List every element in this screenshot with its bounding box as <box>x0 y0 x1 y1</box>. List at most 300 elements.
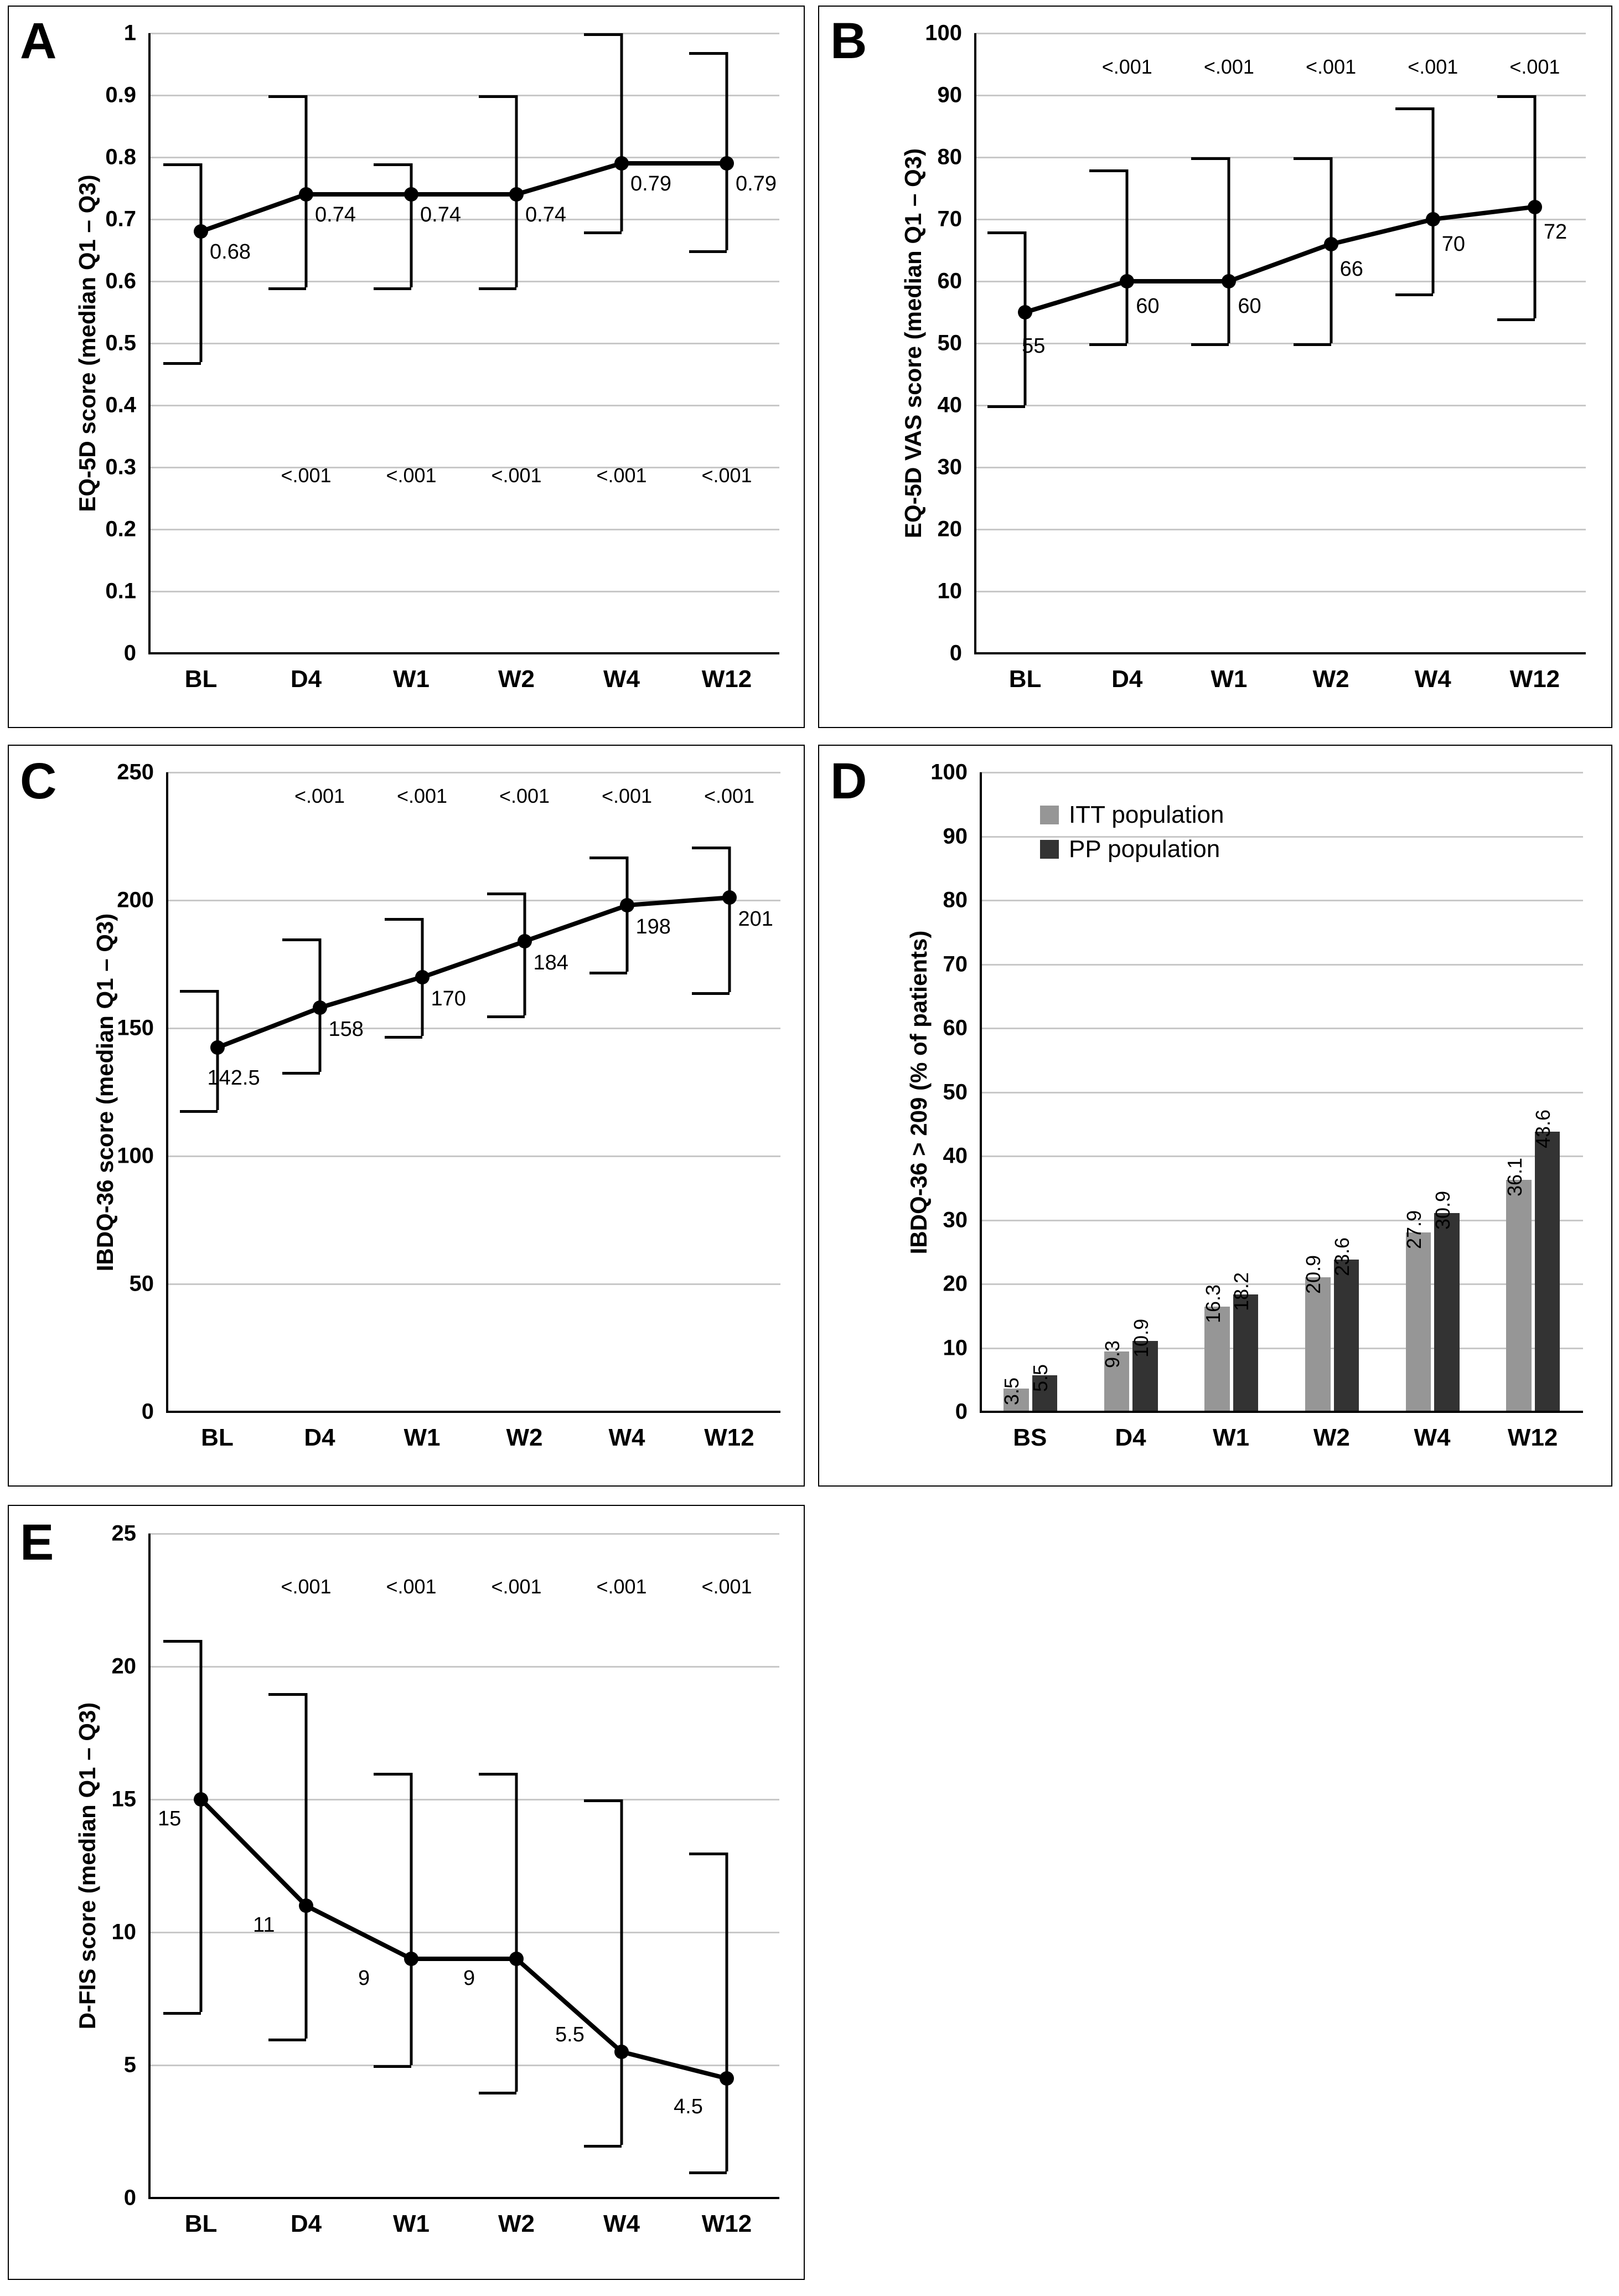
x-axis-tick-e-1: D4 <box>290 2210 322 2237</box>
data-point-marker <box>1426 212 1440 226</box>
bar-pp-W1 <box>1233 1294 1258 1411</box>
error-bar <box>200 163 203 362</box>
x-axis-tick-b-3: W2 <box>1312 665 1349 693</box>
gridline <box>148 467 779 468</box>
x-axis-tick-c-5: W12 <box>704 1424 754 1451</box>
y-axis-tick-e-3: 15 <box>111 1787 136 1812</box>
data-point-marker <box>210 1040 225 1055</box>
pvalue-label: <.001 <box>1203 55 1254 78</box>
error-bar-cap-upper <box>1089 169 1127 172</box>
data-point-marker <box>404 187 418 202</box>
x-axis-tick-b-0: BL <box>1008 665 1042 693</box>
bar-value-label: 30.9 <box>1431 1191 1454 1230</box>
gridline <box>148 95 779 96</box>
y-axis-tick-e-5: 25 <box>111 1521 136 1546</box>
error-bar-cap-lower <box>987 405 1025 408</box>
error-bar-cap-upper <box>163 1640 201 1643</box>
y-axis-line <box>974 33 976 653</box>
x-axis-line <box>166 1411 780 1413</box>
y-axis-label-d: IBDQ-36 > 209 (% of patients) <box>906 930 932 1254</box>
plot-area-e <box>148 1534 779 2198</box>
gridline <box>148 1799 779 1800</box>
bar-pp-W12 <box>1535 1132 1560 1411</box>
line-segment <box>411 192 516 197</box>
y-axis-tick-b-3: 30 <box>937 455 962 479</box>
y-axis-tick-a-10: 1 <box>123 20 136 45</box>
x-axis-tick-a-5: W12 <box>701 665 752 693</box>
pvalue-label: <.001 <box>281 1575 332 1598</box>
gridline <box>148 281 779 282</box>
data-point-marker <box>299 1898 313 1913</box>
gridline <box>980 1092 1583 1093</box>
error-bar-cap-upper <box>1497 95 1535 98</box>
gridline <box>148 157 779 158</box>
gridline <box>148 591 779 592</box>
gridline <box>148 529 779 530</box>
pvalue-label: <.001 <box>1306 55 1357 78</box>
line-segment <box>200 192 307 234</box>
x-axis-tick-a-4: W4 <box>603 665 640 693</box>
line-segment <box>1331 217 1434 246</box>
data-point-marker <box>509 187 524 202</box>
bar-value-label: 18.2 <box>1230 1272 1253 1311</box>
bar-value-label: 20.9 <box>1302 1255 1325 1294</box>
gridline <box>148 405 779 406</box>
pvalue-label: <.001 <box>491 1575 542 1598</box>
panel-letter-d: D <box>830 753 867 809</box>
data-value-label: 9 <box>358 1967 370 1990</box>
y-axis-tick-e-1: 5 <box>123 2052 136 2077</box>
data-value-label: 9 <box>463 1967 475 1990</box>
data-value-label: 4.5 <box>674 2095 703 2118</box>
data-point-marker <box>614 2045 629 2059</box>
y-axis-label-c: IBDQ-36 score (median Q1 – Q3) <box>92 913 118 1271</box>
error-bar-cap-lower <box>479 2092 516 2094</box>
pvalue-label: <.001 <box>491 464 542 487</box>
error-bar-cap-upper <box>374 163 411 166</box>
error-bar-cap-upper <box>163 163 201 166</box>
x-axis-tick-b-1: D4 <box>1111 665 1143 693</box>
data-value-label: 72 <box>1543 220 1568 244</box>
y-axis-tick-a-5: 0.5 <box>105 331 136 355</box>
gridline <box>974 95 1586 96</box>
error-bar <box>726 52 728 250</box>
error-bar-cap-lower <box>268 2039 306 2041</box>
line-segment <box>627 895 730 907</box>
y-axis-tick-b-7: 70 <box>937 207 962 231</box>
data-value-label: 70 <box>1441 233 1466 256</box>
error-bar-cap-lower <box>374 2065 411 2068</box>
gridline <box>974 529 1586 530</box>
bar-itt-W2 <box>1305 1277 1330 1411</box>
line-segment <box>411 1957 516 1961</box>
line-segment <box>421 939 525 979</box>
gridline <box>980 1283 1583 1285</box>
x-axis-tick-b-4: W4 <box>1414 665 1451 693</box>
x-axis-line <box>980 1411 1583 1413</box>
error-bar <box>620 33 623 231</box>
data-value-label: 0.79 <box>736 172 777 196</box>
plot-area-d <box>980 772 1583 1412</box>
x-axis-tick-b-2: W1 <box>1211 665 1248 693</box>
error-bar-cap-lower <box>374 287 411 290</box>
bar-value-label: 9.3 <box>1101 1340 1124 1368</box>
data-point-marker <box>299 187 313 202</box>
data-value-label: 11 <box>253 1913 275 1937</box>
gridline <box>974 343 1586 344</box>
gridline <box>980 900 1583 901</box>
pvalue-label: <.001 <box>499 785 550 807</box>
error-bar-cap-upper <box>689 1853 727 1855</box>
pvalue-label: <.001 <box>281 464 332 487</box>
x-axis-tick-c-2: W1 <box>404 1424 441 1451</box>
y-axis-tick-a-2: 0.2 <box>105 517 136 541</box>
error-bar <box>523 892 526 1015</box>
gridline <box>974 591 1586 592</box>
x-axis-tick-a-3: W2 <box>498 665 535 693</box>
y-axis-line <box>148 1534 151 2198</box>
data-value-label: 0.79 <box>630 172 671 196</box>
bar-value-label: 5.5 <box>1028 1364 1052 1392</box>
y-axis-tick-b-4: 40 <box>937 393 962 417</box>
error-bar-cap-lower <box>1497 318 1535 321</box>
data-value-label: 142.5 <box>207 1066 260 1090</box>
legend-item-1 <box>1040 835 1220 863</box>
y-axis-tick-d-8: 80 <box>943 888 968 912</box>
error-bar-cap-lower <box>268 287 306 290</box>
error-bar-cap-lower <box>589 972 627 974</box>
pvalue-label: <.001 <box>601 785 653 807</box>
data-value-label: 0.74 <box>525 203 566 227</box>
data-point-marker <box>194 224 208 239</box>
error-bar-cap-upper <box>479 1773 516 1776</box>
x-axis-tick-e-2: W1 <box>393 2210 430 2237</box>
gridline <box>166 1155 780 1157</box>
error-bar <box>1126 169 1129 343</box>
x-axis-line <box>148 2197 779 2199</box>
bar-value-label: 43.6 <box>1532 1110 1555 1149</box>
gridline <box>148 1932 779 1933</box>
pvalue-label: <.001 <box>294 785 345 807</box>
pvalue-label: <.001 <box>701 1575 752 1598</box>
bar-value-label: 16.3 <box>1201 1284 1224 1323</box>
data-value-label: 184 <box>533 951 568 974</box>
error-bar-cap-lower <box>689 250 727 253</box>
data-point-marker <box>404 1952 418 1966</box>
line-segment <box>1228 242 1332 283</box>
error-bar-cap-lower <box>584 2145 622 2148</box>
y-axis-tick-c-1: 50 <box>129 1271 154 1296</box>
x-axis-tick-e-0: BL <box>184 2210 218 2237</box>
y-axis-tick-d-10: 100 <box>930 760 968 785</box>
gridline <box>980 964 1583 966</box>
gridline <box>166 772 780 773</box>
error-bar <box>1228 157 1230 343</box>
data-value-label: 0.74 <box>420 203 461 227</box>
panel-letter-c: C <box>20 753 57 809</box>
y-axis-tick-b-9: 90 <box>937 82 962 107</box>
line-segment <box>524 903 628 943</box>
legend-item-0 <box>1040 801 1224 829</box>
error-bar-cap-upper <box>584 1799 622 1802</box>
y-axis-tick-c-3: 150 <box>117 1015 154 1040</box>
bar-itt-W12 <box>1506 1180 1531 1411</box>
x-axis-tick-d-4: W4 <box>1414 1424 1451 1451</box>
y-axis-tick-c-4: 200 <box>117 888 154 912</box>
data-value-label: 5.5 <box>555 2023 585 2046</box>
y-axis-tick-d-6: 60 <box>943 1015 968 1040</box>
data-point-marker <box>1120 274 1134 288</box>
y-axis-tick-c-2: 100 <box>117 1143 154 1168</box>
y-axis-line <box>148 33 151 653</box>
y-axis-tick-b-10: 100 <box>925 20 962 45</box>
y-axis-tick-b-8: 80 <box>937 145 962 169</box>
error-bar-cap-upper <box>589 857 627 859</box>
x-axis-tick-c-0: BL <box>201 1424 234 1451</box>
gridline <box>974 467 1586 468</box>
error-bar-cap-upper <box>374 1773 411 1776</box>
line-segment <box>516 161 622 197</box>
bar-value-label: 10.9 <box>1129 1319 1152 1358</box>
legend-swatch-0 <box>1040 806 1059 824</box>
data-point-marker <box>1324 237 1338 251</box>
legend-label-1: PP population <box>1069 835 1220 863</box>
line-segment <box>319 975 422 1010</box>
error-bar-cap-lower <box>180 1110 218 1113</box>
y-axis-tick-d-5: 50 <box>943 1080 968 1104</box>
error-bar-cap-upper <box>268 95 306 98</box>
error-bar <box>620 1799 623 2145</box>
y-axis-tick-c-0: 0 <box>141 1399 154 1424</box>
y-axis-tick-a-0: 0 <box>123 641 136 665</box>
pvalue-label: <.001 <box>596 1575 647 1598</box>
bar-itt-W4 <box>1406 1232 1431 1411</box>
error-bar-cap-lower <box>689 2171 727 2174</box>
error-bar-cap-upper <box>692 847 730 849</box>
error-bar-cap-lower <box>1191 343 1229 346</box>
pvalue-label: <.001 <box>704 785 755 807</box>
gridline <box>974 281 1586 282</box>
y-axis-label-a: EQ-5D score (median Q1 – Q3) <box>74 174 100 512</box>
gridline <box>974 219 1586 220</box>
error-bar-cap-upper <box>1294 157 1331 160</box>
y-axis-line <box>166 772 168 1412</box>
x-axis-tick-e-5: W12 <box>701 2210 752 2237</box>
error-bar-cap-upper <box>385 918 422 921</box>
gridline <box>974 33 1586 34</box>
error-bar-cap-upper <box>689 52 727 55</box>
error-bar-cap-lower <box>163 362 201 365</box>
error-bar <box>410 1773 413 2065</box>
gridline <box>980 1348 1583 1349</box>
error-bar-cap-upper <box>268 1693 306 1696</box>
error-bar-cap-upper <box>180 990 218 993</box>
data-point-marker <box>1528 200 1542 214</box>
y-axis-tick-d-3: 30 <box>943 1208 968 1232</box>
error-bar <box>728 847 731 992</box>
error-bar-cap-upper <box>1395 107 1433 110</box>
y-axis-tick-c-5: 250 <box>117 760 154 785</box>
x-axis-tick-d-1: D4 <box>1115 1424 1146 1451</box>
legend-swatch-1 <box>1040 840 1059 859</box>
error-bar-cap-upper <box>479 95 516 98</box>
pvalue-label: <.001 <box>396 785 448 807</box>
y-axis-tick-b-0: 0 <box>949 641 962 665</box>
data-value-label: 201 <box>738 907 773 931</box>
panel-letter-a: A <box>20 13 57 69</box>
error-bar <box>515 1773 518 2092</box>
y-axis-tick-a-1: 0.1 <box>105 579 136 603</box>
error-bar-cap-lower <box>385 1036 422 1039</box>
error-bar-cap-lower <box>1395 293 1433 296</box>
y-axis-tick-d-1: 10 <box>943 1335 968 1360</box>
error-bar-cap-upper <box>584 33 622 36</box>
legend-label-0: ITT population <box>1069 801 1224 828</box>
gridline <box>148 1533 779 1535</box>
y-axis-tick-a-4: 0.4 <box>105 393 136 417</box>
y-axis-tick-a-6: 0.6 <box>105 269 136 293</box>
bar-value-label: 27.9 <box>1403 1210 1426 1249</box>
gridline <box>974 405 1586 406</box>
gridline <box>148 219 779 220</box>
panel-letter-e: E <box>20 1514 54 1571</box>
line-segment <box>1127 279 1229 283</box>
x-axis-tick-d-0: BS <box>1013 1424 1047 1451</box>
data-value-label: 158 <box>328 1018 364 1041</box>
x-axis-tick-d-2: W1 <box>1213 1424 1250 1451</box>
bar-pp-W4 <box>1434 1213 1459 1411</box>
error-bar-cap-upper <box>487 892 525 895</box>
error-bar <box>625 857 628 972</box>
error-bar <box>410 163 413 287</box>
data-value-label: 0.68 <box>210 240 251 264</box>
error-bar-cap-lower <box>584 231 622 234</box>
gridline <box>148 33 779 34</box>
x-axis-tick-e-3: W2 <box>498 2210 535 2237</box>
error-bar <box>1431 107 1434 293</box>
bar-value-label: 23.6 <box>1330 1237 1353 1277</box>
y-axis-line <box>980 772 982 1412</box>
pvalue-label: <.001 <box>386 1575 437 1598</box>
error-bar-cap-lower <box>1089 343 1127 346</box>
data-point-marker <box>1018 305 1032 319</box>
y-axis-label-b: EQ-5D VAS score (median Q1 – Q3) <box>900 148 926 539</box>
plot-area-a <box>148 33 779 653</box>
x-axis-tick-a-1: D4 <box>290 665 322 693</box>
x-axis-tick-a-0: BL <box>184 665 218 693</box>
y-axis-tick-e-0: 0 <box>123 2185 136 2210</box>
gridline <box>974 157 1586 158</box>
error-bar-cap-upper <box>987 231 1025 234</box>
x-axis-tick-a-2: W1 <box>393 665 430 693</box>
y-axis-tick-d-2: 20 <box>943 1271 968 1296</box>
error-bar-cap-upper <box>1191 157 1229 160</box>
data-value-label: 60 <box>1238 295 1261 318</box>
data-point-marker <box>313 1000 327 1015</box>
y-axis-tick-d-7: 70 <box>943 952 968 976</box>
error-bar-cap-lower <box>692 992 730 995</box>
gridline <box>166 1283 780 1285</box>
data-point-marker <box>509 1952 524 1966</box>
y-axis-tick-b-6: 60 <box>937 269 962 293</box>
y-axis-tick-e-4: 20 <box>111 1654 136 1679</box>
line-segment <box>1025 279 1127 314</box>
y-axis-tick-a-9: 0.9 <box>105 82 136 107</box>
y-axis-tick-d-4: 40 <box>943 1143 968 1168</box>
y-axis-tick-a-3: 0.3 <box>105 455 136 479</box>
error-bar-cap-lower <box>163 2012 201 2015</box>
error-bar-cap-lower <box>282 1072 320 1075</box>
pvalue-label: <.001 <box>701 464 752 487</box>
gridline <box>980 1220 1583 1221</box>
data-value-label: 198 <box>635 915 671 939</box>
line-segment <box>622 161 727 166</box>
panel-letter-b: B <box>830 13 867 69</box>
x-axis-tick-c-1: D4 <box>304 1424 335 1451</box>
x-axis-tick-b-5: W12 <box>1509 665 1560 693</box>
line-segment <box>199 1798 308 1907</box>
x-axis-tick-d-5: W12 <box>1507 1424 1558 1451</box>
error-bar-cap-upper <box>282 938 320 941</box>
plot-area-c <box>166 772 780 1412</box>
plot-area-b <box>974 33 1586 653</box>
data-value-label: 66 <box>1339 257 1363 281</box>
data-point-marker <box>722 890 737 905</box>
data-point-marker <box>194 1792 208 1807</box>
error-bar-cap-lower <box>479 287 516 290</box>
y-axis-tick-b-2: 20 <box>937 517 962 541</box>
pvalue-label: <.001 <box>1509 55 1560 78</box>
data-point-marker <box>614 156 629 171</box>
data-value-label: 60 <box>1136 295 1160 318</box>
line-segment <box>306 192 411 197</box>
data-point-marker <box>720 2071 734 2086</box>
data-point-marker <box>415 970 430 984</box>
gridline <box>148 343 779 344</box>
bar-value-label: 3.5 <box>1000 1377 1023 1405</box>
y-axis-tick-b-1: 10 <box>937 579 962 603</box>
y-axis-tick-a-7: 0.7 <box>105 207 136 231</box>
pvalue-label: <.001 <box>596 464 647 487</box>
data-value-label: 0.74 <box>315 203 356 227</box>
gridline <box>980 1028 1583 1029</box>
data-value-label: 170 <box>431 987 466 1010</box>
y-axis-tick-d-9: 90 <box>943 824 968 848</box>
bar-pp-W2 <box>1334 1260 1359 1411</box>
data-value-label: 55 <box>1022 334 1046 358</box>
pvalue-label: <.001 <box>1101 55 1152 78</box>
pvalue-label: <.001 <box>386 464 437 487</box>
x-axis-line <box>974 652 1586 654</box>
error-bar-cap-lower <box>487 1015 525 1018</box>
y-axis-tick-e-2: 10 <box>111 1920 136 1944</box>
gridline <box>980 1155 1583 1157</box>
x-axis-tick-e-4: W4 <box>603 2210 640 2237</box>
error-bar-cap-lower <box>1294 343 1331 346</box>
data-value-label: 15 <box>158 1807 182 1830</box>
y-axis-tick-b-5: 50 <box>937 331 962 355</box>
x-axis-line <box>148 652 779 654</box>
bar-value-label: 36.1 <box>1503 1157 1526 1197</box>
error-bar <box>200 1640 203 2012</box>
data-point-marker <box>620 898 634 912</box>
gridline <box>980 772 1583 773</box>
error-bar <box>726 1853 728 2171</box>
y-axis-tick-d-0: 0 <box>955 1399 968 1424</box>
y-axis-tick-a-8: 0.8 <box>105 145 136 169</box>
pvalue-label: <.001 <box>1408 55 1458 78</box>
y-axis-label-e: D-FIS score (median Q1 – Q3) <box>74 1702 100 2030</box>
